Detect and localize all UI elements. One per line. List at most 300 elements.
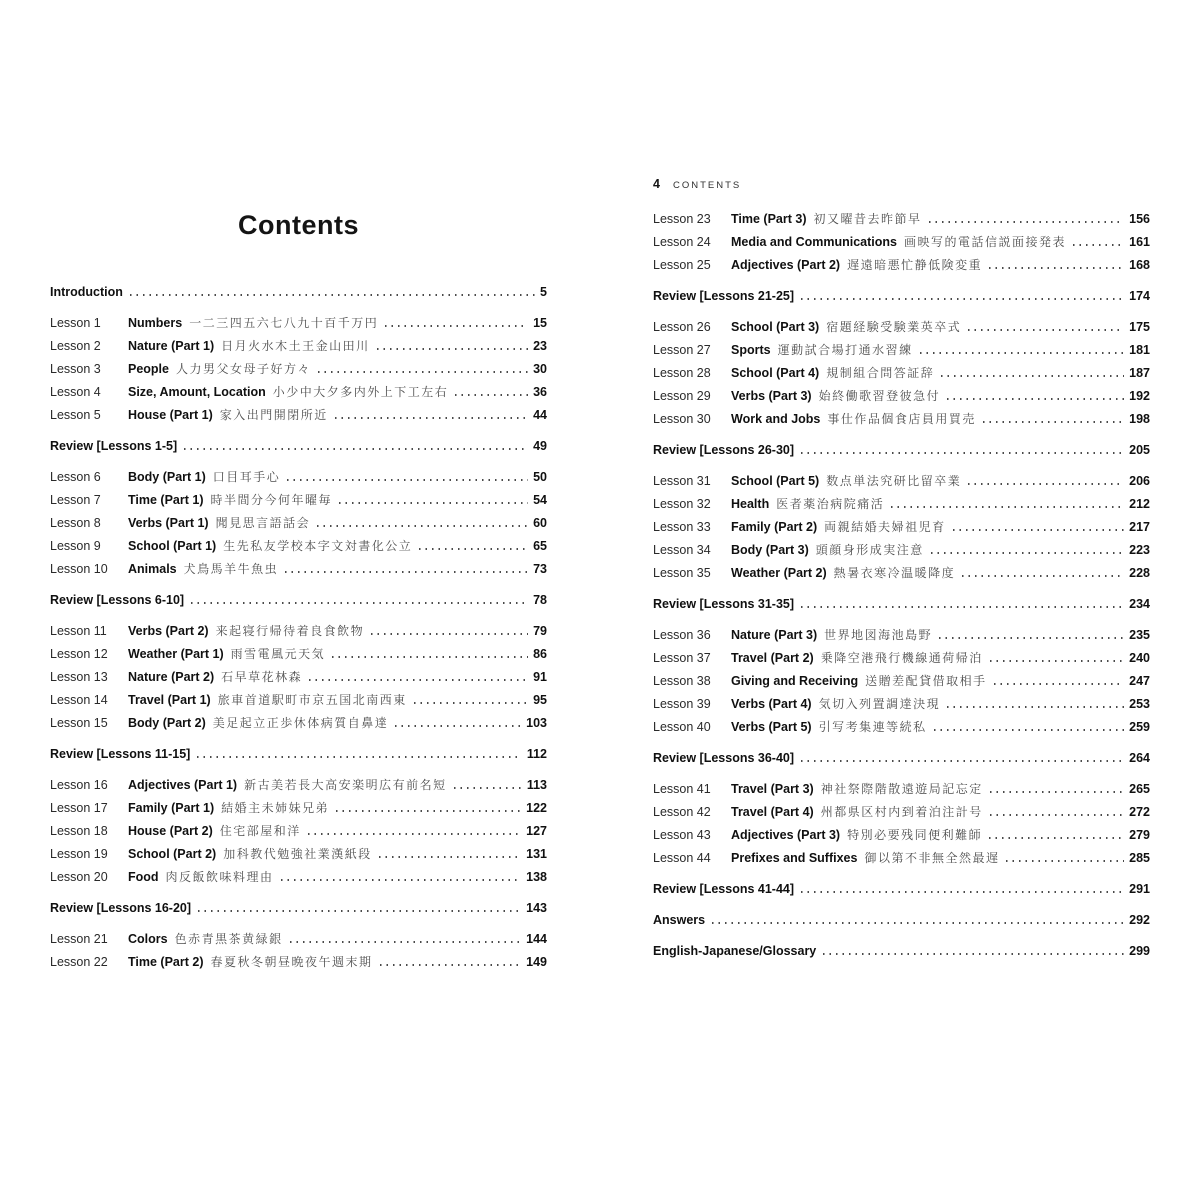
lesson-number: Lesson 41 [653,782,711,796]
lesson-title: Verbs (Part 3) [731,389,812,403]
page-number: 144 [526,932,547,946]
lesson-number: Lesson 36 [653,628,711,642]
section-label: English-Japanese/Glossary [653,944,817,958]
lesson-number: Lesson 15 [50,716,108,730]
dot-leader [801,760,1124,762]
toc-group [653,940,1150,963]
lesson-number: Lesson 38 [653,674,711,688]
dot-leader [801,298,1124,300]
lesson-number: Lesson 10 [50,562,108,576]
lesson-kanji: 聞見思言語話会 [215,516,311,530]
toc-entry [653,562,1150,585]
lesson-kanji: 熱暑衣寒冷温暖降度 [833,566,956,580]
page-number: 122 [526,801,547,815]
dot-leader [309,679,528,681]
dot-leader [380,964,522,966]
lesson-title: Time (Part 1) [128,493,204,507]
dot-leader [801,452,1124,454]
toc-entry [50,712,547,735]
lesson-number: Lesson 20 [50,870,108,884]
toc-entry [653,516,1150,539]
toc-entry [50,951,547,974]
toc-entry [50,820,547,843]
dot-leader [968,329,1124,331]
lesson-kanji: 生先私友学校本字文対書化公立 [223,539,413,553]
lesson-title: Verbs (Part 1) [128,516,209,530]
toc-entry [50,928,547,951]
lesson-kanji: 結婚主未姉妹兄弟 [221,801,330,815]
dot-leader [395,725,521,727]
lesson-number: Lesson 25 [653,258,711,272]
lesson-title: Travel (Part 4) [731,805,814,819]
section-label: Review [Lessons 6-10] [50,593,185,607]
dot-leader [962,575,1124,577]
toc-entry [50,512,547,535]
page-number: 264 [1129,751,1150,765]
lesson-kanji: 引写考集連等続私 [818,720,927,734]
page-number: 253 [1129,697,1150,711]
lesson-number: Lesson 3 [50,362,101,376]
dot-leader [371,633,528,635]
lesson-kanji: 日月火水木土王金山田川 [221,339,370,353]
toc-entry [50,689,547,712]
dot-leader [1006,860,1124,862]
toc-entry [50,897,547,920]
lesson-kanji: 色赤青黒茶黄緑銀 [174,932,283,946]
toc-entry [50,358,547,381]
lesson-title: Media and Communications [731,235,897,249]
lesson-number: Lesson 28 [653,366,711,380]
lesson-number: Lesson 26 [653,320,711,334]
page-number: 50 [533,470,547,484]
dot-leader [994,683,1125,685]
dot-leader [308,833,521,835]
section-label: Review [Lessons 21-25] [653,289,795,303]
toc-entry [50,666,547,689]
page-number: 131 [526,847,547,861]
toc-entry [50,335,547,358]
toc-entry [50,404,547,427]
page-number: 292 [1129,913,1150,927]
running-head-page-number: 4 [653,177,660,191]
lesson-kanji: 送贈差配貸借取相手 [865,674,987,688]
dot-leader [968,483,1124,485]
lesson-number: Lesson 34 [653,543,711,557]
toc-entry [653,316,1150,339]
dot-leader [191,602,528,604]
lesson-number: Lesson 39 [653,697,711,711]
dot-leader [801,891,1124,893]
page-number: 65 [533,539,547,553]
toc-group [653,439,1150,462]
toc-entry [653,254,1150,277]
page-number: 228 [1129,566,1150,580]
page-number: 217 [1129,520,1150,534]
lesson-kanji: 宿題経験受験業英卒式 [826,320,962,334]
page-number: 15 [533,316,547,330]
page-number: 175 [1129,320,1150,334]
lesson-number: Lesson 29 [653,389,711,403]
lesson-number: Lesson 43 [653,828,711,842]
toc-entry [653,778,1150,801]
dot-leader [939,637,1124,639]
dot-leader [379,856,521,858]
dot-leader [941,375,1124,377]
toc-entry [50,381,547,404]
toc-entry [653,624,1150,647]
lesson-number: Lesson 13 [50,670,108,684]
page-number: 285 [1129,851,1150,865]
section-label: Introduction [50,285,123,299]
toc-entry [653,940,1150,963]
lesson-number: Lesson 5 [50,408,101,422]
lesson-title: School (Part 2) [128,847,217,861]
toc-entry [653,362,1150,385]
lesson-title: Health [731,497,770,511]
page-number: 60 [533,516,547,530]
toc-entry [653,909,1150,932]
page-number: 240 [1129,651,1150,665]
lesson-kanji: 州都県区村内到着泊注計号 [820,805,983,819]
lesson-title: Giving and Receiving [731,674,859,688]
page-number: 49 [533,439,547,453]
lesson-number: Lesson 33 [653,520,711,534]
lesson-title: Colors [128,932,168,946]
toc-group [653,909,1150,932]
lesson-title: Travel (Part 2) [731,651,814,665]
page-number: 174 [1129,289,1150,303]
toc-entry [653,801,1150,824]
dot-leader [419,548,528,550]
toc-group [653,316,1150,431]
toc-entry [653,647,1150,670]
toc-entry [50,589,547,612]
page-number: 5 [540,285,547,299]
toc-entry [653,670,1150,693]
toc-entry [653,470,1150,493]
left-toc-list [50,281,547,974]
lesson-title: Body (Part 2) [128,716,206,730]
dot-leader [290,941,522,943]
lesson-kanji: 初又曜昔去昨節早 [813,212,922,226]
dot-leader [287,479,528,481]
page-number: 23 [533,339,547,353]
lesson-kanji: 御以第不非無全然最遅 [864,851,1000,865]
toc-entry [50,312,547,335]
page-number: 291 [1129,882,1150,896]
lesson-title: School (Part 5) [731,474,820,488]
dot-leader [990,660,1124,662]
lesson-kanji: 美足起立正歩休体病質自鼻達 [212,716,389,730]
page-number: 113 [526,778,547,792]
page-number: 30 [533,362,547,376]
lesson-number: Lesson 40 [653,720,711,734]
lesson-kanji: 数点単法究研比留卒業 [826,474,962,488]
toc-entry [50,843,547,866]
toc-group [50,466,547,581]
toc-group [653,470,1150,585]
lesson-number: Lesson 12 [50,647,108,661]
lesson-number: Lesson 42 [653,805,711,819]
toc-entry [50,620,547,643]
left-page [50,210,547,974]
page-number: 223 [1129,543,1150,557]
toc-entry [653,439,1150,462]
lesson-title: Weather (Part 2) [731,566,827,580]
toc-group [50,743,547,766]
page-number: 149 [526,955,547,969]
lesson-number: Lesson 30 [653,412,711,426]
lesson-kanji: 医者薬治病院痛活 [776,497,885,511]
page-number: 181 [1129,343,1150,357]
lesson-number: Lesson 8 [50,516,101,530]
dot-leader [184,448,528,450]
toc-entry [50,489,547,512]
lesson-number: Lesson 22 [50,955,108,969]
page-number: 265 [1129,782,1150,796]
lesson-title: School (Part 4) [731,366,820,380]
dot-leader [953,529,1124,531]
dot-leader [947,706,1124,708]
toc-entry [653,539,1150,562]
lesson-number: Lesson 23 [653,212,711,226]
toc-entry [653,408,1150,431]
lesson-number: Lesson 37 [653,651,711,665]
page-number: 95 [533,693,547,707]
dot-leader [931,552,1124,554]
toc-entry [653,824,1150,847]
lesson-number: Lesson 35 [653,566,711,580]
lesson-title: School (Part 1) [128,539,217,553]
dot-leader [414,702,528,704]
toc-entry [50,866,547,889]
dot-leader [198,910,521,912]
dot-leader [285,571,528,573]
toc-group [653,778,1150,870]
page-number: 91 [533,670,547,684]
lesson-title: Adjectives (Part 1) [128,778,238,792]
dot-leader [454,787,522,789]
page-number: 259 [1129,720,1150,734]
lesson-title: Verbs (Part 4) [731,697,812,711]
page-number: 44 [533,408,547,422]
toc-entry [653,339,1150,362]
dot-leader [920,352,1125,354]
lesson-title: Body (Part 1) [128,470,206,484]
lesson-kanji: 両親結婚夫婦祖児育 [824,520,946,534]
dot-leader [317,525,528,527]
toc-entry [50,535,547,558]
toc-entry [653,208,1150,231]
dot-leader [929,221,1125,223]
lesson-kanji: 気切入列置調達決現 [818,697,941,711]
lesson-title: Time (Part 3) [731,212,807,226]
lesson-title: Body (Part 3) [731,543,809,557]
lesson-kanji: 遅遠暗悪忙静低険変重 [847,258,983,272]
toc-entry [50,281,547,304]
toc-group [653,747,1150,770]
toc-entry [50,435,547,458]
toc-group [50,928,547,974]
lesson-kanji: 人力男父女母子好方々 [176,362,312,376]
page-number: 138 [526,870,547,884]
lesson-kanji: 神社祭際階散遠遊局記忘定 [820,782,983,796]
dot-leader [801,606,1124,608]
lesson-kanji: 家入出門開閉所近 [219,408,328,422]
section-label: Review [Lessons 26-30] [653,443,795,457]
lesson-title: Work and Jobs [731,412,821,426]
lesson-kanji: 石早草花林森 [221,670,303,684]
running-head-label: CONTENTS [672,180,742,191]
lesson-title: Size, Amount, Location [128,385,266,399]
dot-leader [947,398,1124,400]
right-toc-list [653,208,1150,963]
lesson-kanji: 肉反飯飲味料理由 [165,870,274,884]
toc-group [50,897,547,920]
page-number: 161 [1129,235,1150,249]
toc-entry [653,285,1150,308]
dot-leader [990,791,1124,793]
page-number: 156 [1129,212,1150,226]
page-number: 272 [1129,805,1150,819]
page-number: 78 [533,593,547,607]
lesson-title: Sports [731,343,771,357]
lesson-title: Verbs (Part 2) [128,624,209,638]
dot-leader [385,325,528,327]
page-number: 206 [1129,474,1150,488]
dot-leader [335,417,528,419]
lesson-title: People [128,362,169,376]
lesson-kanji: 春夏秋冬朝昼晩夜午週末期 [210,955,373,969]
dot-leader [377,348,528,350]
lesson-number: Lesson 31 [653,474,711,488]
dot-leader [332,656,528,658]
toc-entry [653,231,1150,254]
toc-entry [50,774,547,797]
dot-leader [891,506,1124,508]
lesson-title: House (Part 1) [128,408,213,422]
toc-group [50,312,547,427]
lesson-number: Lesson 6 [50,470,101,484]
lesson-kanji: 雨雪電風元天気 [230,647,326,661]
toc-group [653,878,1150,901]
lesson-number: Lesson 14 [50,693,108,707]
page-number: 299 [1129,944,1150,958]
page-number: 36 [533,385,547,399]
lesson-kanji: 特別必要残同便利難師 [847,828,983,842]
lesson-kanji: 犬鳥馬羊牛魚虫 [183,562,279,576]
toc-entry [50,743,547,766]
toc-entry [653,385,1150,408]
toc-group [653,285,1150,308]
page-number: 234 [1129,597,1150,611]
section-label: Review [Lessons 1-5] [50,439,178,453]
lesson-number: Lesson 24 [653,235,711,249]
toc-entry [50,466,547,489]
lesson-title: Travel (Part 3) [731,782,814,796]
lesson-title: Nature (Part 2) [128,670,215,684]
dot-leader [1073,244,1124,246]
dot-leader [983,421,1124,423]
lesson-kanji: 住宅部屋和洋 [219,824,301,838]
lesson-number: Lesson 27 [653,343,711,357]
toc-entry [653,847,1150,870]
page-number: 73 [533,562,547,576]
lesson-kanji: 旅車首道駅町市京五国北南西東 [217,693,407,707]
lesson-title: Verbs (Part 5) [731,720,812,734]
lesson-title: Adjectives (Part 2) [731,258,841,272]
lesson-number: Lesson 17 [50,801,108,815]
section-label: Review [Lessons 11-15] [50,747,191,761]
toc-group [50,774,547,889]
page-number: 235 [1129,628,1150,642]
dot-leader [934,729,1125,731]
lesson-title: Animals [128,562,177,576]
toc-group [653,208,1150,277]
dot-leader [197,756,521,758]
toc-entry [50,643,547,666]
lesson-kanji: 乗降空港飛行機線通荷帰泊 [820,651,983,665]
lesson-number: Lesson 44 [653,851,711,865]
lesson-kanji: 口目耳手心 [212,470,281,484]
page-number: 168 [1129,258,1150,272]
dot-leader [281,879,522,881]
page-number: 198 [1129,412,1150,426]
toc-group [50,589,547,612]
lesson-title: Nature (Part 3) [731,628,818,642]
running-head [653,177,1150,191]
section-label: Review [Lessons 41-44] [653,882,795,896]
toc-group [50,281,547,304]
page-number: 79 [533,624,547,638]
toc-entry [653,878,1150,901]
lesson-title: Weather (Part 1) [128,647,224,661]
lesson-title: Family (Part 1) [128,801,215,815]
lesson-title: Prefixes and Suffixes [731,851,858,865]
page-number: 205 [1129,443,1150,457]
lesson-kanji: 加科教代勉強社業漢紙段 [223,847,372,861]
toc-entry [653,716,1150,739]
section-label: Review [Lessons 31-35] [653,597,795,611]
lesson-number: Lesson 1 [50,316,101,330]
lesson-title: Adjectives (Part 3) [731,828,841,842]
lesson-title: Food [128,870,159,884]
lesson-number: Lesson 11 [50,624,107,638]
toc-entry [653,593,1150,616]
section-label: Review [Lessons 16-20] [50,901,192,915]
lesson-kanji: 一二三四五六七八九十百千万円 [189,316,379,330]
dot-leader [455,394,528,396]
lesson-kanji: 小少中大夕多内外上下工左右 [272,385,449,399]
dot-leader [989,267,1124,269]
lesson-number: Lesson 21 [50,932,108,946]
section-label: Answers [653,913,706,927]
toc-entry [50,558,547,581]
toc-group [50,620,547,735]
lesson-title: Numbers [128,316,183,330]
dot-leader [130,294,535,296]
lesson-kanji: 頭顔身形成実注意 [815,543,924,557]
toc-entry [653,693,1150,716]
lesson-number: Lesson 18 [50,824,108,838]
page-number: 103 [526,716,547,730]
dot-leader [990,814,1124,816]
page-number: 127 [526,824,547,838]
page-number: 54 [533,493,547,507]
lesson-number: Lesson 4 [50,385,101,399]
lesson-kanji: 規制組合問答証辞 [826,366,935,380]
page-number: 143 [526,901,547,915]
